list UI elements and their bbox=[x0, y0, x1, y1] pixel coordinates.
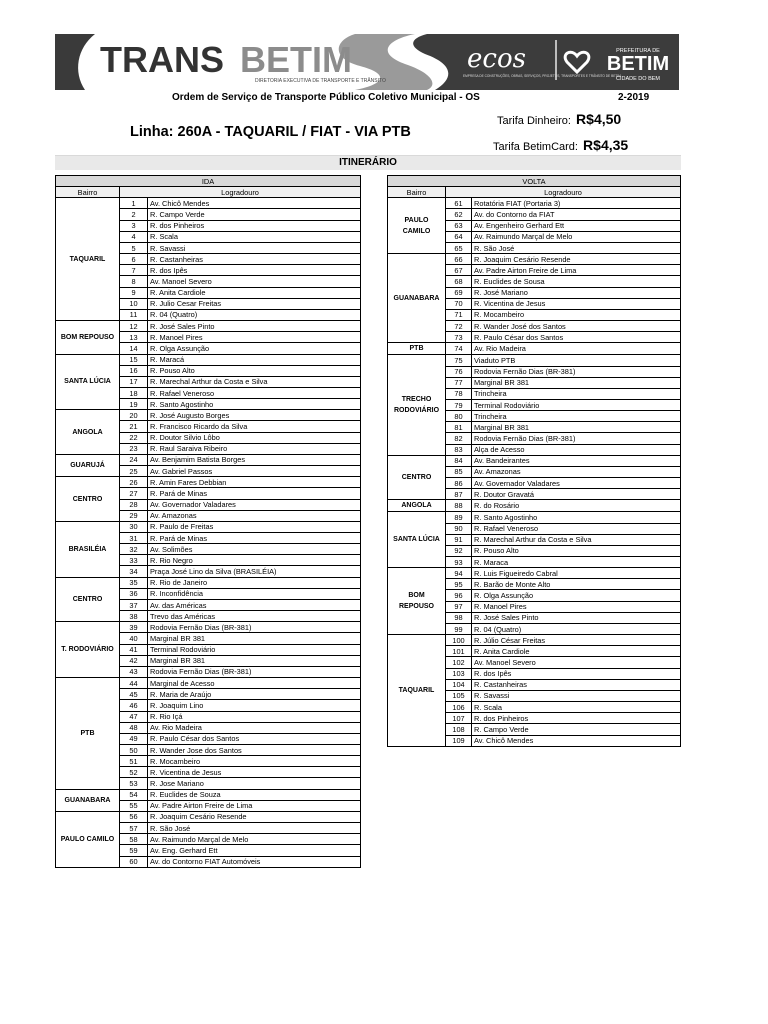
ida-col-logradouro: Logradouro bbox=[120, 187, 361, 198]
bairro-cell: SANTA LÚCIA bbox=[388, 512, 446, 568]
stop-number: 69 bbox=[446, 287, 472, 298]
stop-number: 94 bbox=[446, 568, 472, 579]
logradouro-cell: R. Scala bbox=[472, 702, 681, 713]
stop-number: 66 bbox=[446, 254, 472, 265]
logradouro-cell: R. Joaquim Lino bbox=[148, 700, 361, 711]
logradouro-cell: Marginal BR 381 bbox=[472, 377, 681, 388]
logradouro-cell: R. Paulo César dos Santos bbox=[148, 733, 361, 744]
stop-number: 9 bbox=[120, 287, 148, 298]
stop-number: 90 bbox=[446, 523, 472, 534]
bairro-cell: CENTRO bbox=[388, 455, 446, 500]
bairro-cell: TAQUARIL bbox=[56, 198, 120, 321]
stop-number: 13 bbox=[120, 332, 148, 343]
stop-number: 25 bbox=[120, 466, 148, 477]
logradouro-cell: Av. Amazonas bbox=[472, 466, 681, 477]
stop-number: 62 bbox=[446, 209, 472, 220]
ida-col-bairro: Bairro bbox=[56, 187, 120, 198]
stop-number: 21 bbox=[120, 421, 148, 432]
logradouro-cell: Trincheira bbox=[472, 388, 681, 399]
logradouro-cell: R. Amin Fares Debbian bbox=[148, 477, 361, 488]
stop-number: 44 bbox=[120, 678, 148, 689]
stop-number: 64 bbox=[446, 231, 472, 242]
logradouro-cell: Av. Raimundo Marçal de Melo bbox=[148, 834, 361, 845]
logradouro-cell: R. José Sales Pinto bbox=[148, 321, 361, 332]
logradouro-cell: R. Joaquim Cesário Resende bbox=[148, 811, 361, 822]
stop-number: 47 bbox=[120, 711, 148, 722]
logradouro-cell: R. Maria de Araújo bbox=[148, 689, 361, 700]
stop-number: 43 bbox=[120, 666, 148, 677]
logradouro-cell: Terminal Rodoviário bbox=[148, 644, 361, 655]
stop-number: 63 bbox=[446, 220, 472, 231]
logradouro-cell: Av. Governador Valadares bbox=[472, 478, 681, 489]
table-row bbox=[56, 577, 361, 588]
logradouro-cell: R. Wander José dos Santos bbox=[472, 321, 681, 332]
logradouro-cell: R. Rafael Veneroso bbox=[148, 387, 361, 398]
table-row bbox=[388, 635, 681, 646]
table-row bbox=[56, 321, 361, 332]
stop-number: 77 bbox=[446, 377, 472, 388]
logradouro-cell: R. Campo Verde bbox=[472, 724, 681, 735]
stop-number: 27 bbox=[120, 488, 148, 499]
logradouro-cell: Av. Governador Valadares bbox=[148, 499, 361, 510]
stop-number: 22 bbox=[120, 432, 148, 443]
logradouro-cell: R. 04 (Quatro) bbox=[148, 309, 361, 320]
logradouro-cell: Av. Rio Madeira bbox=[472, 343, 681, 355]
logradouro-cell: R. Paulo César dos Santos bbox=[472, 332, 681, 343]
stop-number: 56 bbox=[120, 811, 148, 822]
stop-number: 31 bbox=[120, 533, 148, 544]
logradouro-cell: Praça José Lino da Silva (BRASILÉIA) bbox=[148, 566, 361, 577]
table-row bbox=[56, 477, 361, 488]
logradouro-cell: R. Manoel Pires bbox=[148, 332, 361, 343]
stop-number: 55 bbox=[120, 800, 148, 811]
logradouro-cell: Av. Padre Airton Freire de Lima bbox=[472, 265, 681, 276]
logo-betim-text: BETIM bbox=[240, 39, 352, 80]
os-year: 2-2019 bbox=[618, 92, 650, 103]
logradouro-cell: Marginal de Acesso bbox=[148, 678, 361, 689]
stop-number: 72 bbox=[446, 321, 472, 332]
logradouro-cell: Av. Chicô Mendes bbox=[148, 198, 361, 209]
table-row bbox=[388, 455, 681, 466]
stop-number: 105 bbox=[446, 690, 472, 701]
stop-number: 36 bbox=[120, 588, 148, 599]
ecos-logo-text: ecos bbox=[467, 44, 526, 74]
stop-number: 80 bbox=[446, 411, 472, 422]
logradouro-cell: Av. Benjamim Batista Borges bbox=[148, 454, 361, 465]
table-row bbox=[56, 198, 361, 209]
stop-number: 4 bbox=[120, 231, 148, 242]
stop-number: 86 bbox=[446, 478, 472, 489]
table-row bbox=[388, 254, 681, 265]
stop-number: 42 bbox=[120, 655, 148, 666]
logradouro-cell: Trevo das Américas bbox=[148, 611, 361, 622]
ida-table bbox=[55, 175, 361, 868]
stop-number: 109 bbox=[446, 735, 472, 746]
logradouro-cell: Rodovia Fernão Dias (BR-381) bbox=[148, 666, 361, 677]
ecos-subtitle: EMPRESA DE CONSTRUÇÕES, OBRAS, SERVIÇOS, PROJETOS, TRANSPORTES E TRÂNSITO DE BETIM bbox=[463, 74, 621, 78]
logradouro-cell: R. Rio de Janeiro bbox=[148, 577, 361, 588]
stop-number: 89 bbox=[446, 512, 472, 523]
stop-number: 30 bbox=[120, 521, 148, 532]
stop-number: 100 bbox=[446, 635, 472, 646]
stop-number: 97 bbox=[446, 601, 472, 612]
stop-number: 82 bbox=[446, 433, 472, 444]
logradouro-cell: R. 04 (Quatro) bbox=[472, 623, 681, 634]
table-row bbox=[388, 512, 681, 523]
stop-number: 101 bbox=[446, 646, 472, 657]
logradouro-cell: R. Euclides de Sousa bbox=[472, 276, 681, 287]
logradouro-cell: R. Jose Mariano bbox=[148, 778, 361, 789]
logradouro-cell: Av. Amazonas bbox=[148, 510, 361, 521]
logradouro-cell: R. Rio Içá bbox=[148, 711, 361, 722]
logradouro-cell: R. Barão de Monte Alto bbox=[472, 579, 681, 590]
logradouro-cell: Av. Raimundo Marçal de Melo bbox=[472, 231, 681, 242]
logradouro-cell: R. Pouso Alto bbox=[148, 365, 361, 376]
bairro-cell: T. RODOVIÁRIO bbox=[56, 622, 120, 678]
stop-number: 17 bbox=[120, 376, 148, 387]
stop-number: 32 bbox=[120, 544, 148, 555]
bairro-cell: GUARUJÁ bbox=[56, 454, 120, 476]
fare-cash bbox=[497, 111, 621, 127]
stop-number: 102 bbox=[446, 657, 472, 668]
stop-number: 8 bbox=[120, 276, 148, 287]
logradouro-cell: R. Campo Verde bbox=[148, 209, 361, 220]
stop-number: 34 bbox=[120, 566, 148, 577]
bairro-cell: ANGOLA bbox=[56, 410, 120, 455]
logradouro-cell: Terminal Rodoviário bbox=[472, 399, 681, 410]
stop-number: 61 bbox=[446, 198, 472, 209]
bairro-cell: BRASILÉIA bbox=[56, 521, 120, 577]
stop-number: 45 bbox=[120, 689, 148, 700]
stop-number: 93 bbox=[446, 557, 472, 568]
logradouro-cell: R. José Sales Pinto bbox=[472, 612, 681, 623]
bairro-cell: GUANABARA bbox=[56, 789, 120, 811]
logradouro-cell: R. Vicentina de Jesus bbox=[148, 767, 361, 778]
logradouro-cell: Av. Manoel Severo bbox=[472, 657, 681, 668]
logradouro-cell: R. Doutor Gravatá bbox=[472, 489, 681, 500]
logradouro-cell: Alça de Acesso bbox=[472, 444, 681, 455]
logradouro-cell: R. Olga Assunção bbox=[148, 343, 361, 354]
stop-number: 87 bbox=[446, 489, 472, 500]
table-row bbox=[388, 343, 681, 355]
stop-number: 1 bbox=[120, 198, 148, 209]
table-row bbox=[388, 500, 681, 512]
stop-number: 73 bbox=[446, 332, 472, 343]
stop-number: 38 bbox=[120, 611, 148, 622]
volta-section-header: VOLTA bbox=[388, 176, 681, 187]
stop-number: 26 bbox=[120, 477, 148, 488]
stop-number: 49 bbox=[120, 733, 148, 744]
stop-number: 99 bbox=[446, 623, 472, 634]
bairro-cell: GUANABARA bbox=[388, 254, 446, 343]
stop-number: 12 bbox=[120, 321, 148, 332]
logradouro-cell: Trincheira bbox=[472, 411, 681, 422]
logradouro-cell: R. dos Pinheiros bbox=[148, 220, 361, 231]
fare-cash-value: R$4,50 bbox=[576, 111, 622, 127]
table-row bbox=[56, 678, 361, 689]
logradouro-cell: R. Savassi bbox=[472, 690, 681, 701]
logradouro-cell: Av. Rio Madeira bbox=[148, 722, 361, 733]
table-row bbox=[56, 811, 361, 822]
bairro-cell: SANTA LÚCIA bbox=[56, 354, 120, 410]
logradouro-cell: Av. Manoel Severo bbox=[148, 276, 361, 287]
logradouro-cell: Rodovia Fernão Dias (BR-381) bbox=[472, 433, 681, 444]
logradouro-cell: Av. Padre Airton Freire de Lima bbox=[148, 800, 361, 811]
stop-number: 7 bbox=[120, 265, 148, 276]
table-row bbox=[388, 355, 681, 366]
logradouro-cell: Rodovia Fernão Dias (BR-381) bbox=[472, 366, 681, 377]
logradouro-cell: R. São José bbox=[148, 823, 361, 834]
stop-number: 103 bbox=[446, 668, 472, 679]
stop-number: 96 bbox=[446, 590, 472, 601]
logradouro-cell: Av. do Contorno da FIAT bbox=[472, 209, 681, 220]
logradouro-cell: R. Pará de Minas bbox=[148, 488, 361, 499]
logradouro-cell: R. Rio Negro bbox=[148, 555, 361, 566]
logradouro-cell: R. Santo Agostinho bbox=[472, 512, 681, 523]
logradouro-cell: R. Wander Jose dos Santos bbox=[148, 744, 361, 755]
bairro-cell: PTB bbox=[388, 343, 446, 355]
stop-number: 52 bbox=[120, 767, 148, 778]
logradouro-cell: R. Julio Cesar Freitas bbox=[148, 298, 361, 309]
bairro-cell: CENTRO bbox=[56, 577, 120, 622]
bairro-cell: ANGOLA bbox=[388, 500, 446, 512]
fare-cash-label: Tarifa Dinheiro: bbox=[497, 115, 571, 127]
volta-col-bairro: Bairro bbox=[388, 187, 446, 198]
stop-number: 79 bbox=[446, 399, 472, 410]
logradouro-cell: R. Inconfidência bbox=[148, 588, 361, 599]
stop-number: 57 bbox=[120, 823, 148, 834]
logradouro-cell: Av. Gabriel Passos bbox=[148, 466, 361, 477]
stop-number: 41 bbox=[120, 644, 148, 655]
logradouro-cell: R. Raul Saraiva Ribeiro bbox=[148, 443, 361, 454]
stop-number: 95 bbox=[446, 579, 472, 590]
stop-number: 39 bbox=[120, 622, 148, 633]
logradouro-cell: Marginal BR 381 bbox=[472, 422, 681, 433]
logradouro-cell: R. Manoel Pires bbox=[472, 601, 681, 612]
logradouro-cell: R. Pará de Minas bbox=[148, 533, 361, 544]
logradouro-cell: R. Olga Assunção bbox=[472, 590, 681, 601]
fare-card-value: R$4,35 bbox=[583, 137, 629, 153]
stop-number: 53 bbox=[120, 778, 148, 789]
table-row bbox=[56, 410, 361, 421]
table-row bbox=[388, 568, 681, 579]
stop-number: 40 bbox=[120, 633, 148, 644]
logradouro-cell: Av. Solimões bbox=[148, 544, 361, 555]
logradouro-cell: R. Santo Agostinho bbox=[148, 399, 361, 410]
city-name: BETIM bbox=[606, 53, 670, 75]
header-banner bbox=[55, 34, 679, 90]
logradouro-cell: R. Mocambeiro bbox=[148, 756, 361, 767]
logradouro-cell: Av. do Contorno FIAT Automóveis bbox=[148, 856, 361, 867]
volta-col-logradouro: Logradouro bbox=[446, 187, 681, 198]
logradouro-cell: Av. Eng. Gerhard Ett bbox=[148, 845, 361, 856]
stop-number: 28 bbox=[120, 499, 148, 510]
logradouro-cell: Av. Chicô Mendes bbox=[472, 735, 681, 746]
line-title: Linha: 260A - TAQUARIL / FIAT - VIA PTB bbox=[130, 124, 411, 140]
stop-number: 5 bbox=[120, 242, 148, 253]
os-title: Ordem de Serviço de Transporte Público Coletivo Municipal - OS bbox=[172, 92, 480, 103]
logradouro-cell: R. José Augusto Borges bbox=[148, 410, 361, 421]
stop-number: 75 bbox=[446, 355, 472, 366]
stop-number: 48 bbox=[120, 722, 148, 733]
stop-number: 2 bbox=[120, 209, 148, 220]
bairro-cell: BOM REPOUSO bbox=[56, 321, 120, 354]
city-prefix: PREFEITURA DE bbox=[616, 48, 660, 54]
logradouro-cell: R. Júlio César Freitas bbox=[472, 635, 681, 646]
logradouro-cell: R. Pouso Alto bbox=[472, 545, 681, 556]
logradouro-cell: Rodovia Fernão Dias (BR-381) bbox=[148, 622, 361, 633]
bairro-cell: TAQUARIL bbox=[388, 635, 446, 747]
stop-number: 76 bbox=[446, 366, 472, 377]
logo-subtitle: DIRETORIA EXECUTIVA DE TRANSPORTE E TRÂNSITO bbox=[255, 78, 386, 84]
stop-number: 92 bbox=[446, 545, 472, 556]
stop-number: 51 bbox=[120, 756, 148, 767]
bairro-cell: PTB bbox=[56, 678, 120, 790]
stop-number: 35 bbox=[120, 577, 148, 588]
stop-number: 6 bbox=[120, 254, 148, 265]
fare-card-label: Tarifa BetimCard: bbox=[493, 141, 578, 153]
bairro-cell: PAULO CAMILO bbox=[388, 198, 446, 254]
stop-number: 104 bbox=[446, 679, 472, 690]
stop-number: 20 bbox=[120, 410, 148, 421]
stop-number: 84 bbox=[446, 455, 472, 466]
stop-number: 19 bbox=[120, 399, 148, 410]
logradouro-cell: R. Anita Cardiole bbox=[472, 646, 681, 657]
logradouro-cell: R. Maracá bbox=[148, 354, 361, 365]
logradouro-cell: R. Francisco Ricardo da Silva bbox=[148, 421, 361, 432]
stop-number: 106 bbox=[446, 702, 472, 713]
stop-number: 33 bbox=[120, 555, 148, 566]
stop-number: 85 bbox=[446, 466, 472, 477]
stop-number: 91 bbox=[446, 534, 472, 545]
logradouro-cell: R. Scala bbox=[148, 231, 361, 242]
stop-number: 15 bbox=[120, 354, 148, 365]
logradouro-cell: Marginal BR 381 bbox=[148, 655, 361, 666]
stop-number: 10 bbox=[120, 298, 148, 309]
stop-number: 83 bbox=[446, 444, 472, 455]
logradouro-cell: R. Paulo de Freitas bbox=[148, 521, 361, 532]
stop-number: 29 bbox=[120, 510, 148, 521]
table-row bbox=[56, 521, 361, 532]
fare-card bbox=[493, 137, 628, 153]
volta-table bbox=[387, 175, 681, 747]
stop-number: 81 bbox=[446, 422, 472, 433]
logradouro-cell: R. Rafael Veneroso bbox=[472, 523, 681, 534]
stop-number: 3 bbox=[120, 220, 148, 231]
bairro-cell: CENTRO bbox=[56, 477, 120, 522]
stop-number: 68 bbox=[446, 276, 472, 287]
logradouro-cell: R. Anita Cardiole bbox=[148, 287, 361, 298]
stop-number: 59 bbox=[120, 845, 148, 856]
logradouro-cell: R. Castanheiras bbox=[148, 254, 361, 265]
logo-trans-text: TRANS bbox=[100, 39, 224, 80]
bairro-cell: PAULO CAMILO bbox=[56, 811, 120, 867]
stop-number: 70 bbox=[446, 298, 472, 309]
stop-number: 108 bbox=[446, 724, 472, 735]
logradouro-cell: R. Mocambeiro bbox=[472, 309, 681, 320]
stop-number: 23 bbox=[120, 443, 148, 454]
stop-number: 71 bbox=[446, 309, 472, 320]
logradouro-cell: R. Marechal Arthur da Costa e Silva bbox=[148, 376, 361, 387]
stop-number: 14 bbox=[120, 343, 148, 354]
stop-number: 11 bbox=[120, 309, 148, 320]
city-tagline: CIDADE DO BEM bbox=[615, 76, 661, 82]
stop-number: 107 bbox=[446, 713, 472, 724]
stop-number: 18 bbox=[120, 387, 148, 398]
table-row bbox=[56, 454, 361, 465]
table-row bbox=[56, 354, 361, 365]
stop-number: 98 bbox=[446, 612, 472, 623]
logradouro-cell: R. Castanheiras bbox=[472, 679, 681, 690]
logradouro-cell: R. Luis Figueiredo Cabral bbox=[472, 568, 681, 579]
logradouro-cell: R. Savassi bbox=[148, 242, 361, 253]
logradouro-cell: R. dos Ipês bbox=[148, 265, 361, 276]
logradouro-cell: Av. Engenheiro Gerhard Ett bbox=[472, 220, 681, 231]
table-row bbox=[56, 789, 361, 800]
logradouro-cell: R. José Mariano bbox=[472, 287, 681, 298]
logradouro-cell: R. Euclides de Souza bbox=[148, 789, 361, 800]
stop-number: 78 bbox=[446, 388, 472, 399]
logradouro-cell: R. dos Ipês bbox=[472, 668, 681, 679]
stop-number: 60 bbox=[120, 856, 148, 867]
logradouro-cell: Marginal BR 381 bbox=[148, 633, 361, 644]
table-row bbox=[56, 622, 361, 633]
stop-number: 16 bbox=[120, 365, 148, 376]
stop-number: 65 bbox=[446, 242, 472, 253]
logradouro-cell: R. Joaquim Cesário Resende bbox=[472, 254, 681, 265]
logradouro-cell: R. do Rosário bbox=[472, 500, 681, 512]
logradouro-cell: Av. das Américas bbox=[148, 599, 361, 610]
table-row bbox=[388, 198, 681, 209]
stop-number: 24 bbox=[120, 454, 148, 465]
itinerary-title: ITINERÁRIO bbox=[55, 155, 681, 170]
logradouro-cell: Rotatória FIAT (Portaria 3) bbox=[472, 198, 681, 209]
logradouro-cell: R. Maraca bbox=[472, 557, 681, 568]
logradouro-cell: R. Doutor Silvio Lôbo bbox=[148, 432, 361, 443]
logradouro-cell: Viaduto PTB bbox=[472, 355, 681, 366]
stop-number: 54 bbox=[120, 789, 148, 800]
logradouro-cell: Av. Bandeirantes bbox=[472, 455, 681, 466]
bairro-cell: TRECHO RODOVIÁRIO bbox=[388, 355, 446, 455]
stop-number: 88 bbox=[446, 500, 472, 512]
logradouro-cell: R. São José bbox=[472, 242, 681, 253]
ida-section-header: IDA bbox=[56, 176, 361, 187]
stop-number: 46 bbox=[120, 700, 148, 711]
logradouro-cell: R. Vicentina de Jesus bbox=[472, 298, 681, 309]
logradouro-cell: R. dos Pinheiros bbox=[472, 713, 681, 724]
stop-number: 50 bbox=[120, 744, 148, 755]
logradouro-cell: R. Marechal Arthur da Costa e Silva bbox=[472, 534, 681, 545]
stop-number: 58 bbox=[120, 834, 148, 845]
stop-number: 74 bbox=[446, 343, 472, 355]
stop-number: 67 bbox=[446, 265, 472, 276]
bairro-cell: BOM REPOUSO bbox=[388, 568, 446, 635]
stop-number: 37 bbox=[120, 599, 148, 610]
